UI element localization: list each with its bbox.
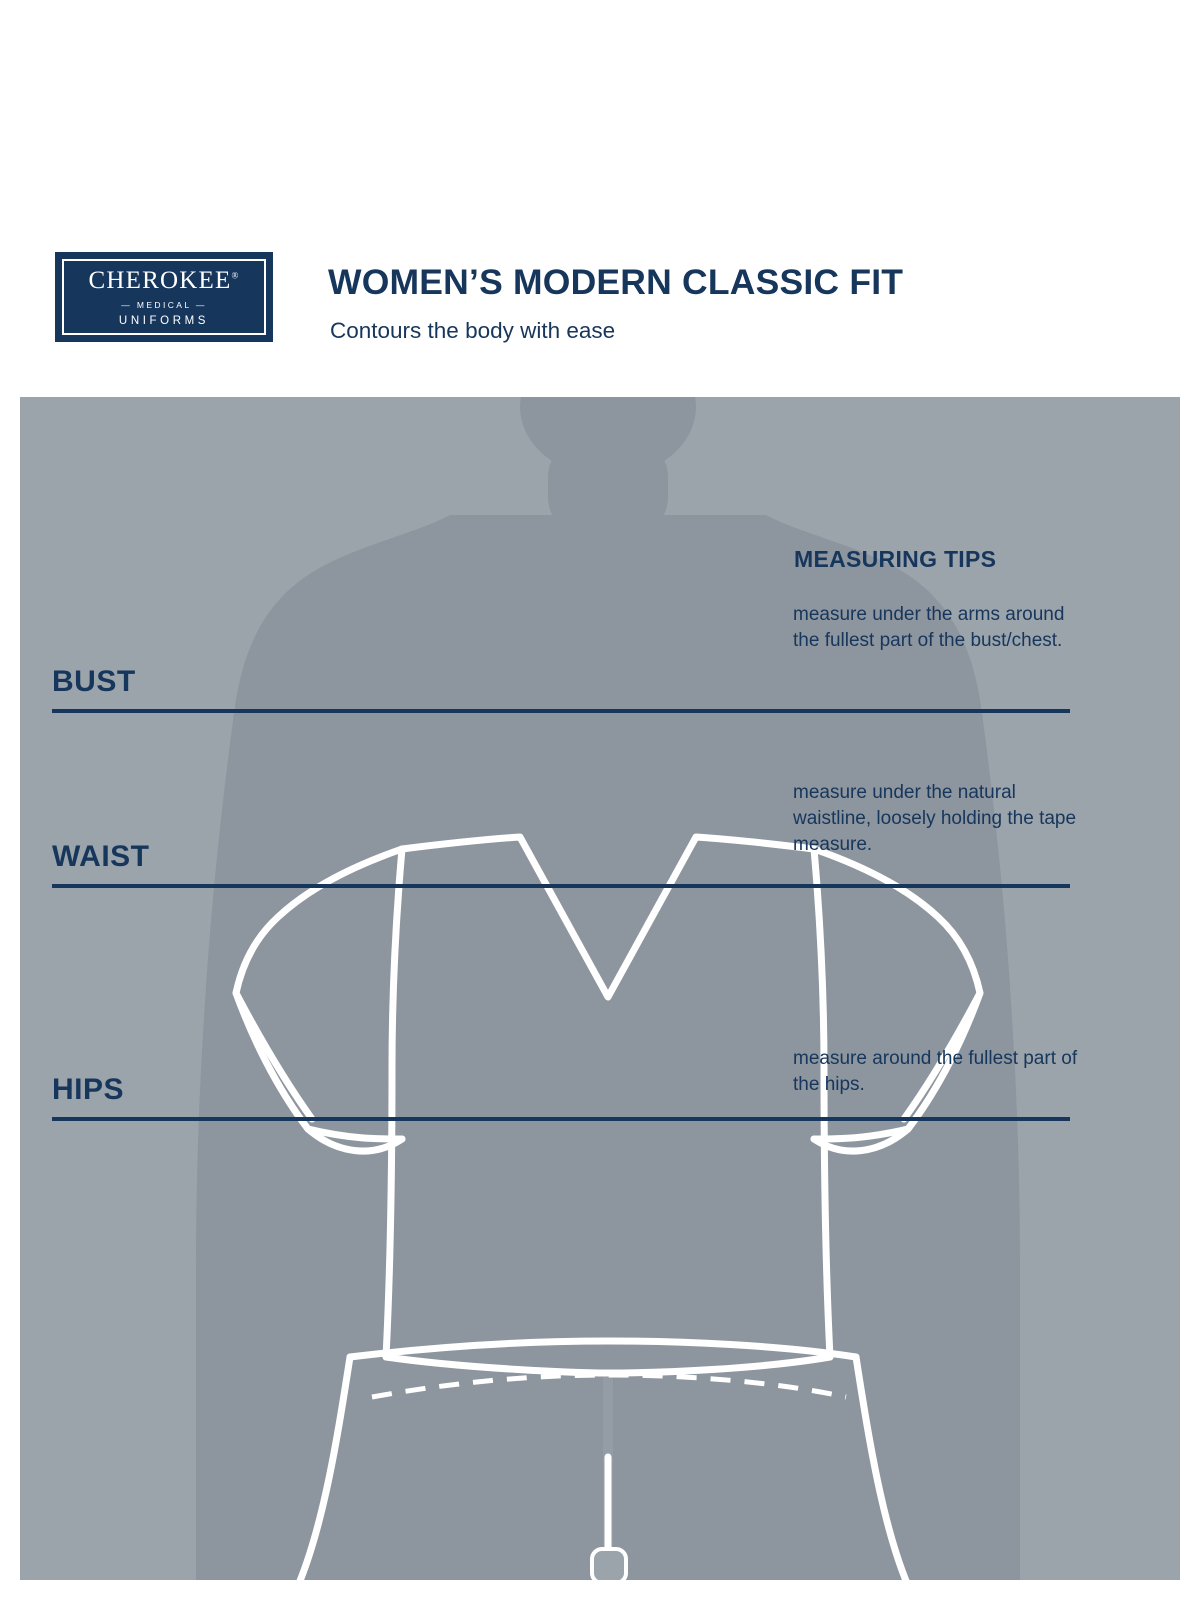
size-guide-diagram-panel [20, 397, 1180, 1580]
measurement-label-bust: BUST [52, 665, 136, 698]
brand-tagline-uniforms: UNIFORMS [118, 314, 210, 327]
measuring-tip-waist: measure under the natural waistline, loosely holding the tape measure. [793, 782, 1077, 856]
measurement-line-hips [52, 1117, 1070, 1121]
page-title: WOMEN’S MODERN CLASSIC FIT [328, 262, 904, 302]
registered-mark-icon: ® [231, 270, 240, 281]
measurement-line-bust [52, 709, 1070, 713]
figure-illustration [20, 397, 1180, 1580]
brand-logo-inner-frame [62, 259, 266, 335]
measuring-tip-hips: measure around the fullest part of the hips. [793, 1048, 1078, 1096]
brand-logo [55, 252, 273, 342]
brand-name [89, 268, 240, 293]
page-subtitle: Contours the body with ease [330, 318, 616, 343]
measurement-label-waist: WAIST [52, 840, 150, 873]
measuring-tip-bust: measure under the arms around the fullest part of the bust/chest. [793, 604, 1065, 652]
brand-tagline-medical: — MEDICAL — [121, 299, 207, 310]
measuring-tips-heading: MEASURING TIPS [794, 546, 997, 572]
measurement-line-waist [52, 884, 1070, 888]
measurement-label-hips: HIPS [52, 1073, 125, 1106]
header [0, 0, 1200, 397]
brand-name-text: CHEROKEE [88, 266, 232, 294]
